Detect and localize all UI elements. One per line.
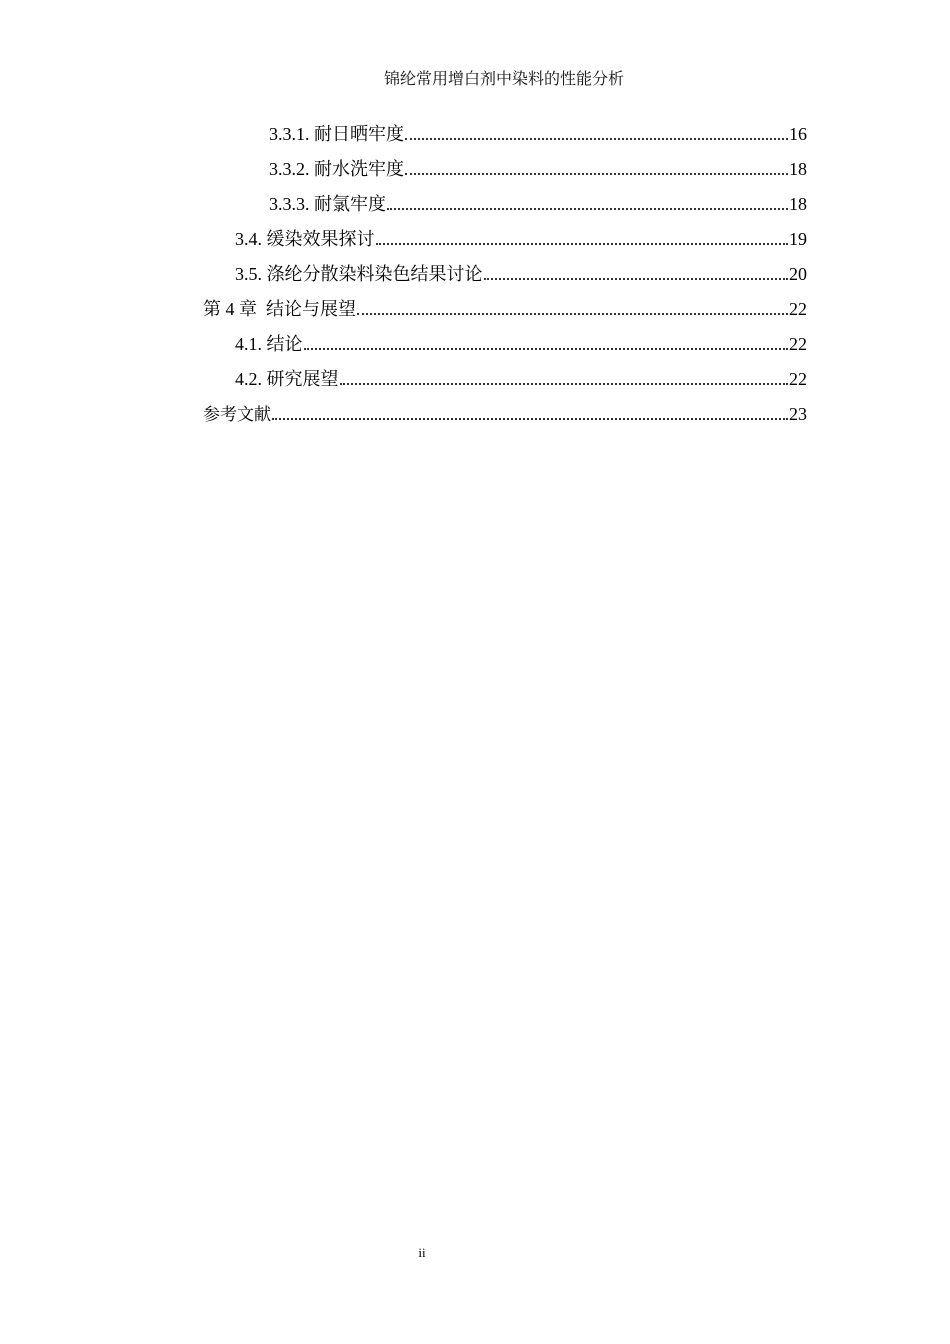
toc-dot-leader (405, 137, 788, 140)
toc-entry-page: 22 (789, 369, 807, 389)
toc-entry[interactable] (203, 263, 807, 298)
toc-entry-page: 20 (789, 264, 807, 284)
toc-entry[interactable] (203, 403, 807, 438)
toc-entry-page: 18 (789, 194, 807, 214)
toc-dot-leader (272, 417, 788, 420)
toc-entry-title: 3.3.3. 耐氯牢度 (269, 194, 386, 214)
toc-dot-leader (304, 347, 789, 350)
toc-entry-title: 3.5. 涤纶分散染料染色结果讨论 (235, 264, 483, 284)
toc-entry-title: 第 4 章 结论与展望 (203, 299, 356, 319)
page-number: ii (418, 1245, 426, 1260)
toc-entry[interactable] (203, 368, 807, 403)
toc-dot-leader (357, 312, 788, 315)
toc-entry[interactable] (203, 193, 807, 228)
toc-entry-page: 22 (789, 299, 807, 319)
toc-dot-leader (405, 172, 788, 175)
table-of-contents (203, 123, 807, 438)
toc-entry-title: 3.3.1. 耐日晒牢度 (269, 124, 404, 144)
toc-entry-title: 3.4. 缓染效果探讨 (235, 229, 375, 249)
running-header: 锦纶常用增白剂中染料的性能分析 (383, 71, 624, 88)
toc-entry-title: 4.2. 研究展望 (235, 369, 339, 389)
toc-entry-title: 参考文献 (203, 405, 271, 425)
toc-entry[interactable] (203, 333, 807, 368)
toc-dot-leader (340, 382, 789, 385)
toc-entry[interactable] (203, 228, 807, 263)
toc-dot-leader (376, 242, 789, 245)
toc-entry[interactable] (203, 158, 807, 193)
toc-entry[interactable] (203, 123, 807, 158)
toc-entry-title: 3.3.2. 耐水洗牢度 (269, 159, 404, 179)
toc-entry-title: 4.1. 结论 (235, 334, 303, 354)
toc-entry[interactable] (203, 298, 807, 333)
toc-entry-page: 16 (789, 124, 807, 144)
toc-entry-page: 23 (789, 404, 807, 424)
toc-dot-leader (387, 207, 788, 210)
toc-entry-page: 18 (789, 159, 807, 179)
toc-dot-leader (484, 277, 789, 280)
toc-entry-page: 19 (789, 229, 807, 249)
toc-entry-page: 22 (789, 334, 807, 354)
